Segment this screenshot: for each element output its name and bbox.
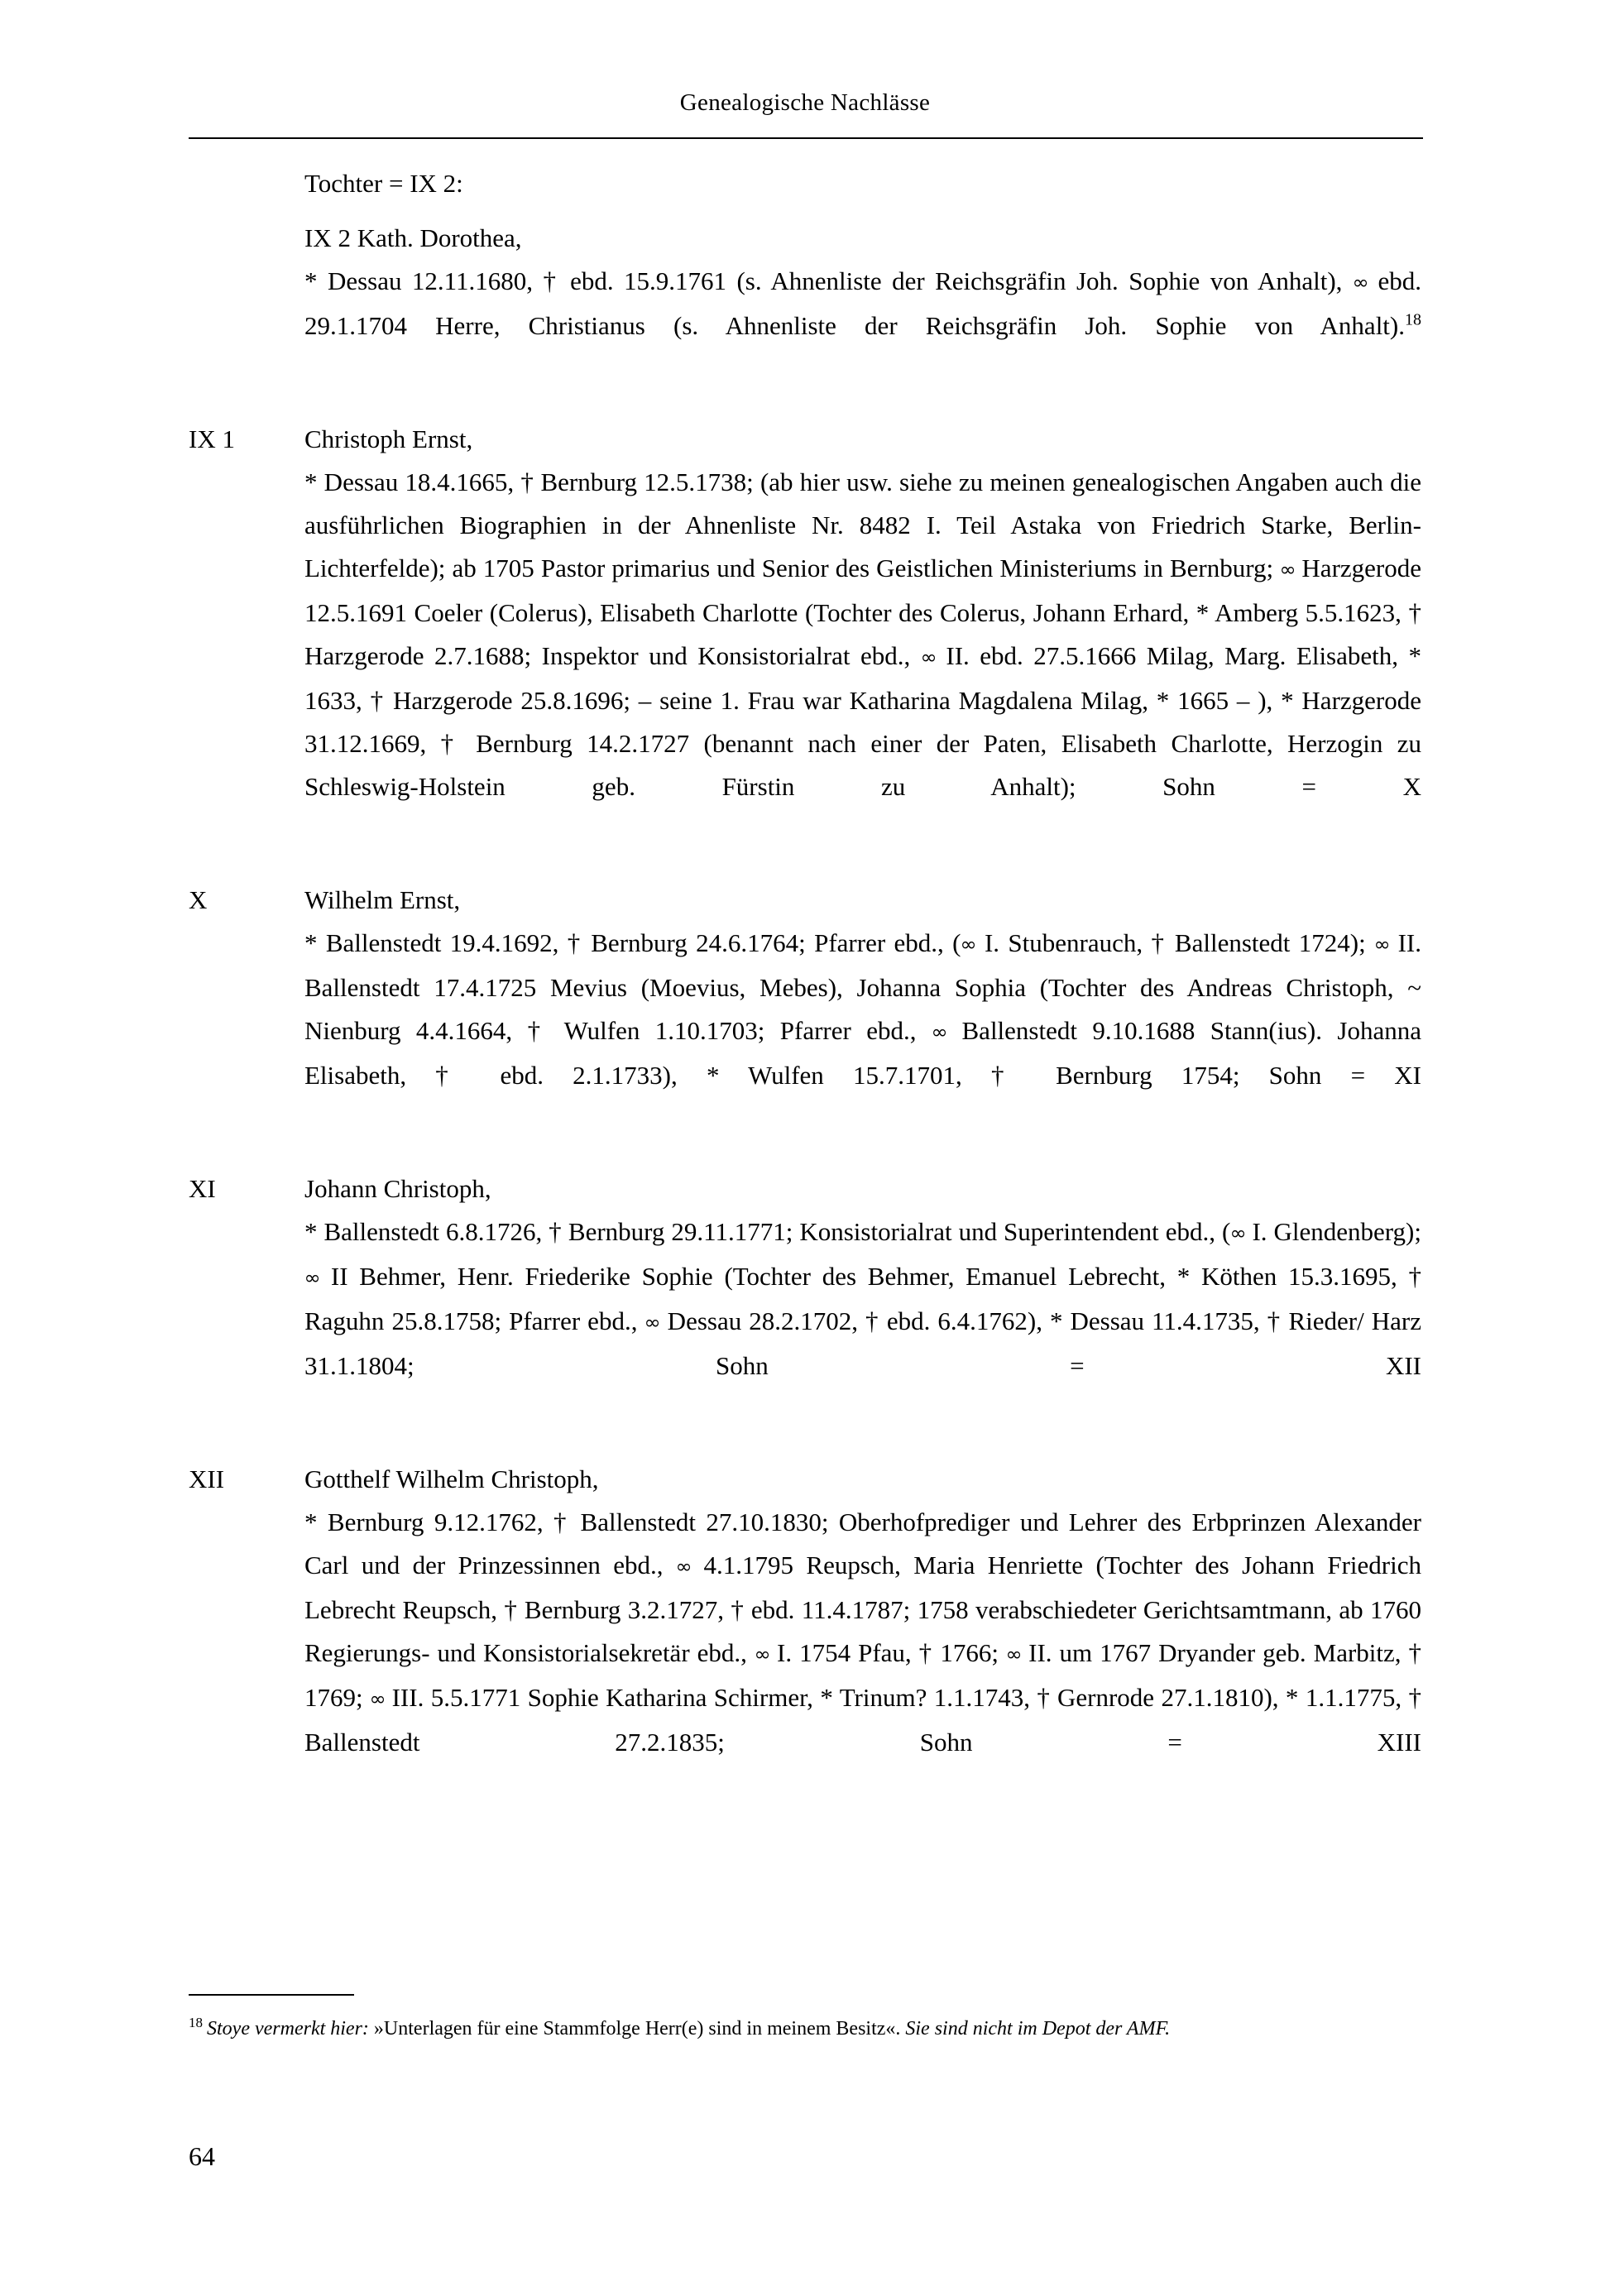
- entry-xi-text: [304, 1210, 1421, 1431]
- marriage-icon: ∞: [1352, 272, 1368, 294]
- marriage-icon: ∞: [754, 1644, 770, 1666]
- footnote-marker: 18: [189, 2015, 203, 2030]
- entry-x-text: [304, 922, 1421, 1140]
- entry-x-seg-1: I. Stubenrauch, † Ballenstedt 1724);: [975, 928, 1375, 957]
- gen-label-ix-1: IX 1: [189, 424, 235, 453]
- entry-ix-2-text-b: ebd. 29.1.1704 Herre, Christianus (s. Ahnenliste der Reichsgräfin Joh. Sophie von Anhalt).: [304, 266, 1421, 340]
- marriage-icon: ∞: [1279, 559, 1296, 581]
- header-divider-rule: [189, 137, 1423, 139]
- marriage-icon: ∞: [675, 1556, 692, 1578]
- marriage-icon: ∞: [1229, 1223, 1246, 1244]
- entry-xii: [189, 1458, 1421, 1807]
- entry-xi-name: Johann Christoph,: [304, 1174, 491, 1203]
- entry-xii-seg-3: II. um 1767 Dryander geb. Marbitz, † 1769;: [304, 1638, 1421, 1712]
- entry-x-name: Wilhelm Ernst,: [304, 885, 461, 914]
- entry-x-seg-3: Ballenstedt 9.10.1688 Stann(ius). Johanna Elisabeth, † ebd. 2.1.1733), * Wulfen 15.7.1701, † Bernburg 1754; Sohn = XI: [304, 1016, 1421, 1090]
- entry-ix-1-seg-0: * Dessau 18.4.1665, † Bernburg 12.5.1738; (ab hier usw. siehe zu meinen genealogischen Angaben auch die ausführlichen Biographien in der Ahnenliste Nr. 8482 I. Teil Astaka von Friedrich Starke, Berlin-Lichterfelde); ab 1705 Pastor primarius und Senior des Geistlichen Ministeriums in Bernburg;: [304, 467, 1421, 582]
- entry-xi-body: [304, 1167, 1421, 1431]
- gen-label-xii: XII: [189, 1464, 225, 1493]
- entry-xii-seg-4: III. 5.5.1771 Sophie Katharina Schirmer, * Trinum? 1.1.1743, † Gernrode 27.1.1810), * 1.1.1775, † Ballenstedt 27.2.1835; Sohn = XIII: [304, 1683, 1421, 1757]
- entry-xi-seg-0: * Ballenstedt 6.8.1726, † Bernburg 29.11.1771; Konsistorialrat und Superintendent ebd., (: [304, 1217, 1231, 1246]
- entry-x: [189, 879, 1421, 1140]
- marriage-icon: ∞: [1373, 934, 1390, 956]
- gen-label-xi: XI: [189, 1174, 216, 1203]
- entry-xii-text: [304, 1501, 1421, 1807]
- marriage-icon: ∞: [931, 1022, 947, 1043]
- entry-xi-seg-2: II Behmer, Henr. Friederike Sophie (Tochter des Behmer, Emanuel Lebrecht, * Köthen 15.3.1695, † Raguhn 25.8.1758; Pfarrer ebd.,: [304, 1262, 1421, 1335]
- marriage-icon: ∞: [644, 1312, 661, 1334]
- entry-xi-seg-1: I. Glendenberg);: [1245, 1217, 1421, 1246]
- footnote-italic-tail: Sie sind nicht im Depot der AMF.: [900, 2018, 1171, 2040]
- entry-x-body: [304, 879, 1421, 1140]
- entry-xii-seg-2: I. 1754 Pfau, † 1766;: [769, 1638, 1006, 1667]
- entry-xii-seg-0: * Bernburg 9.12.1762, † Ballenstedt 27.10.1830; Oberhofprediger und Lehrer des Erbprinzen Alexander Carl und der Prinzessinnen ebd.,: [304, 1507, 1421, 1579]
- entry-xii-body: [304, 1458, 1421, 1807]
- entry-ix-1-seg-2: II. ebd. 27.5.1666 Milag, Marg. Elisabeth, * 1633, † Harzgerode 25.8.1696; – seine 1. Frau war Katharina Magdalena Milag, * 1665 – ), * Harzgerode 31.12.1669, † Bernburg 14.2.1727 (benannt nach einer der Paten, Elisabeth Charlotte, Herzogin zu Schleswig-Holstein geb. Fürstin zu Anhalt); Sohn = X: [304, 641, 1421, 801]
- entry-ix-1-seg-1: Harzgerode 12.5.1691 Coeler (Colerus), Elisabeth Charlotte (Tochter des Colerus, Johann Erhard, * Amberg 5.5.1623, † Harzgerode 2.7.1688; Inspektor und Konsistorialrat ebd.,: [304, 554, 1421, 670]
- entry-ix-2-body: [304, 217, 1421, 391]
- marriage-icon: ∞: [920, 647, 937, 669]
- intro-block: [189, 162, 1421, 205]
- page-number: 64: [189, 2141, 215, 2171]
- entry-xii-name: Gotthelf Wilhelm Christoph,: [304, 1464, 599, 1493]
- entry-ix-1-body: [304, 418, 1421, 851]
- page-body: [189, 162, 1421, 1834]
- marriage-icon: ∞: [304, 1268, 320, 1289]
- entry-ix-2-name: IX 2 Kath. Dorothea,: [304, 223, 522, 252]
- entry-ix-2-text-a: * Dessau 12.11.1680, † ebd. 15.9.1761 (s. Ahnenliste der Reichsgräfin Joh. Sophie von Anhalt),: [304, 266, 1353, 295]
- footnote-italic-lead: Stoye vermerkt hier:: [207, 2018, 369, 2040]
- running-header: Genealogische Nachlässe: [679, 89, 931, 116]
- entry-ix-1: [189, 418, 1421, 851]
- entry-x-seg-0: * Ballenstedt 19.4.1692, † Bernburg 24.6.1764; Pfarrer ebd., (: [304, 928, 961, 957]
- entry-ix-2-text: [304, 260, 1421, 391]
- intro-tochter-line: Tochter = IX 2:: [304, 169, 463, 198]
- marriage-icon: ∞: [1005, 1644, 1022, 1666]
- entry-x-seg-2: II. Ballenstedt 17.4.1725 Mevius (Moevius, Mebes), Johanna Sophia (Tochter des Andreas Christoph, ~ Nienburg 4.4.1664, † Wulfen 1.10.1703; Pfarrer ebd.,: [304, 928, 1421, 1045]
- entry-xii-seg-1: 4.1.1795 Reupsch, Maria Henriette (Tochter des Johann Friedrich Lebrecht Reupsch, † Bernburg 3.2.1727, † ebd. 11.4.1787; 1758 verabschiedeter Gerichtsamtmann, ab 1760 Regierungs- und Konsistorialsekretär ebd.,: [304, 1551, 1421, 1667]
- intro-body: [304, 162, 1421, 205]
- footnote-roman-quote: »Unterlagen für eine Stammfolge Herr(e) sind in meinem Besitz«.: [368, 2018, 901, 2040]
- entry-xi: [189, 1167, 1421, 1431]
- gen-label-x: X: [189, 885, 208, 914]
- entry-xi-seg-3: Dessau 28.2.1702, † ebd. 6.4.1762), * Dessau 11.4.1735, † Rieder/ Harz 31.1.1804; Sohn = XII: [304, 1306, 1421, 1380]
- entry-ix-1-text: [304, 461, 1421, 851]
- entry-ix-2: [189, 217, 1421, 391]
- footnote-separator-rule: [189, 1994, 354, 1996]
- entry-ix-1-name: Christoph Ernst,: [304, 424, 473, 453]
- footnote-18: [189, 2012, 1423, 2045]
- footnote-reference-18[interactable]: 18: [1405, 310, 1421, 329]
- marriage-icon: ∞: [369, 1689, 386, 1710]
- marriage-icon: ∞: [960, 934, 977, 956]
